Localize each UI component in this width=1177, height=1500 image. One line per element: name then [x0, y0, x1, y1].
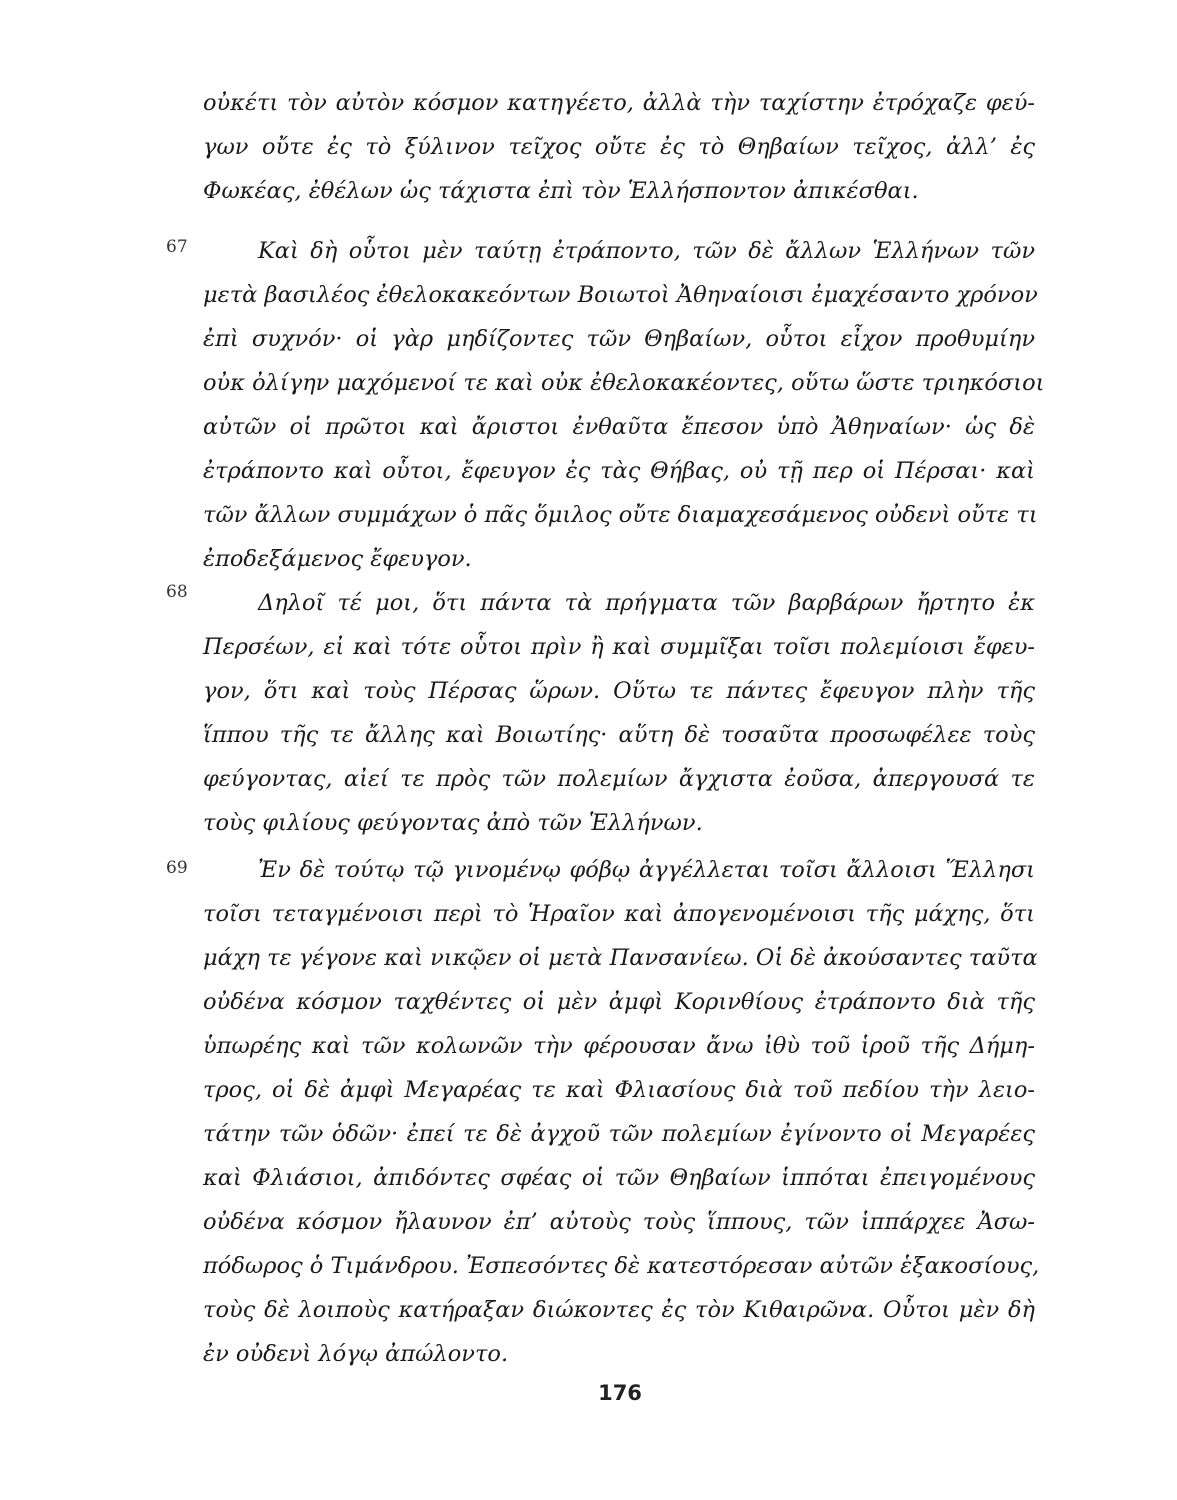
text-line: οὐδένα κόσμον ἤλαυνον ἐπ’ αὐτοὺς τοὺς ἵππους, τῶν ἱππάρχεε Ἀσω- — [203, 1209, 1035, 1235]
text-line: καὶ Φλιάσιοι, ἀπιδόντες σφέας οἱ τῶν Θηβαίων ἱππόται ἐπειγομένους — [203, 1165, 1035, 1191]
text-line: Δηλοῖ τέ μοι, ὅτι πάντα τὰ πρήγματα τῶν βαρβάρων ἤρτητο ἐκ — [258, 590, 1035, 616]
text-line: ἐν οὐδενὶ λόγῳ ἀπώλοντο. — [203, 1341, 509, 1367]
text-line: φεύγοντας, αἰεί τε πρὸς τῶν πολεμίων ἄγχιστα ἐοῦσα, ἀπεργουσά τε — [203, 766, 1035, 792]
text-line: τάτην τῶν ὁδῶν· ἐπεί τε δὲ ἀγχοῦ τῶν πολεμίων ἐγίνοντο οἱ Μεγαρέες — [203, 1121, 1035, 1147]
text-line: Φωκέας, ἐθέλων ὡς τάχιστα ἐπὶ τὸν Ἑλλήσποντον ἀπικέσθαι. — [203, 178, 919, 204]
text-line: τοὺς φιλίους φεύγοντας ἀπὸ τῶν Ἑλλήνων. — [203, 810, 703, 836]
text-line: γον, ὅτι καὶ τοὺς Πέρσας ὥρων. Οὕτω τε πάντες ἔφευγον πλὴν τῆς — [203, 678, 1035, 704]
text-line: τοῖσι τεταγμένοισι περὶ τὸ Ἡραῖον καὶ ἀπογενομένοισι τῆς μάχης, ὅτι — [203, 901, 1035, 927]
text-line: Ἐν δὲ τούτῳ τῷ γινομένῳ φόβῳ ἀγγέλλεται τοῖσι ἄλλοισι Ἕλλησι — [258, 857, 1035, 883]
text-line: ἵππου τῆς τε ἄλλης καὶ Βοιωτίης· αὕτη δὲ τοσαῦτα προσωφέλεε τοὺς — [203, 722, 1035, 748]
text-line: τρος, οἱ δὲ ἀμφὶ Μεγαρέας τε καὶ Φλιασίους διὰ τοῦ πεδίου τὴν λειο- — [203, 1077, 1035, 1103]
text-line: μετὰ βασιλέος ἐθελοκακεόντων Βοιωτοὶ Ἀθηναίοισι ἐμαχέσαντο χρόνον — [203, 282, 1038, 308]
text-line: ὑπωρέης καὶ τῶν κολωνῶν τὴν φέρουσαν ἄνω ἰθὺ τοῦ ἱροῦ τῆς Δήμη- — [203, 1033, 1035, 1059]
text-line: οὐκ ὀλίγην μαχόμενοί τε καὶ οὐκ ἐθελοκακέοντες, οὕτω ὥστε τριηκόσιοι — [203, 370, 1045, 396]
text-line: οὐδένα κόσμον ταχθέντες οἱ μὲν ἀμφὶ Κορινθίους ἐτράποντο διὰ τῆς — [203, 989, 1035, 1015]
section-number: 68 — [166, 582, 188, 602]
text-line: Περσέων, εἰ καὶ τότε οὗτοι πρὶν ἢ καὶ συμμῖξαι τοῖσι πολεμίοισι ἔφευ- — [203, 634, 1035, 660]
text-line: ἐπὶ συχνόν· οἱ γὰρ μηδίζοντες τῶν Θηβαίων, οὗτοι εἶχον προθυμίην — [203, 326, 1035, 352]
text-line: γων οὔτε ἐς τὸ ξύλινον τεῖχος οὔτε ἐς τὸ Θηβαίων τεῖχος, ἀλλ’ ἐς — [203, 134, 1035, 160]
section-number: 69 — [166, 858, 188, 878]
text-line: οὐκέτι τὸν αὐτὸν κόσμον κατηγέετο, ἀλλὰ τὴν ταχίστην ἐτρόχαζε φεύ- — [203, 90, 1035, 116]
text-line: Καὶ δὴ οὗτοι μὲν ταύτῃ ἐτράποντο, τῶν δὲ ἄλλων Ἑλλήνων τῶν — [258, 238, 1035, 264]
text-line: ἐτράποντο καὶ οὗτοι, ἔφευγον ἐς τὰς Θήβας, οὐ τῇ περ οἱ Πέρσαι· καὶ — [203, 458, 1035, 484]
text-line: ἐποδεξάμενος ἔφευγον. — [203, 546, 472, 572]
text-line: τοὺς δὲ λοιποὺς κατήραξαν διώκοντες ἐς τὸν Κιθαιρῶνα. Οὗτοι μὲν δὴ — [203, 1297, 1035, 1323]
section-number: 67 — [166, 237, 188, 257]
text-line: αὐτῶν οἱ πρῶτοι καὶ ἄριστοι ἐνθαῦτα ἔπεσον ὑπὸ Ἀθηναίων· ὡς δὲ — [203, 414, 1035, 440]
page-number: 176 — [598, 1381, 642, 1405]
text-line: τῶν ἄλλων συμμάχων ὁ πᾶς ὅμιλος οὔτε διαμαχεσάμενος οὐδενὶ οὔτε τι — [203, 502, 1038, 528]
text-line: μάχη τε γέγονε καὶ νικῷεν οἱ μετὰ Πανσανίεω. Οἱ δὲ ἀκούσαντες ταῦτα — [203, 945, 1038, 971]
text-line: πόδωρος ὁ Τιμάνδρου. Ἐσπεσόντες δὲ κατεστόρεσαν αὐτῶν ἑξακοσίους, — [203, 1253, 1040, 1279]
